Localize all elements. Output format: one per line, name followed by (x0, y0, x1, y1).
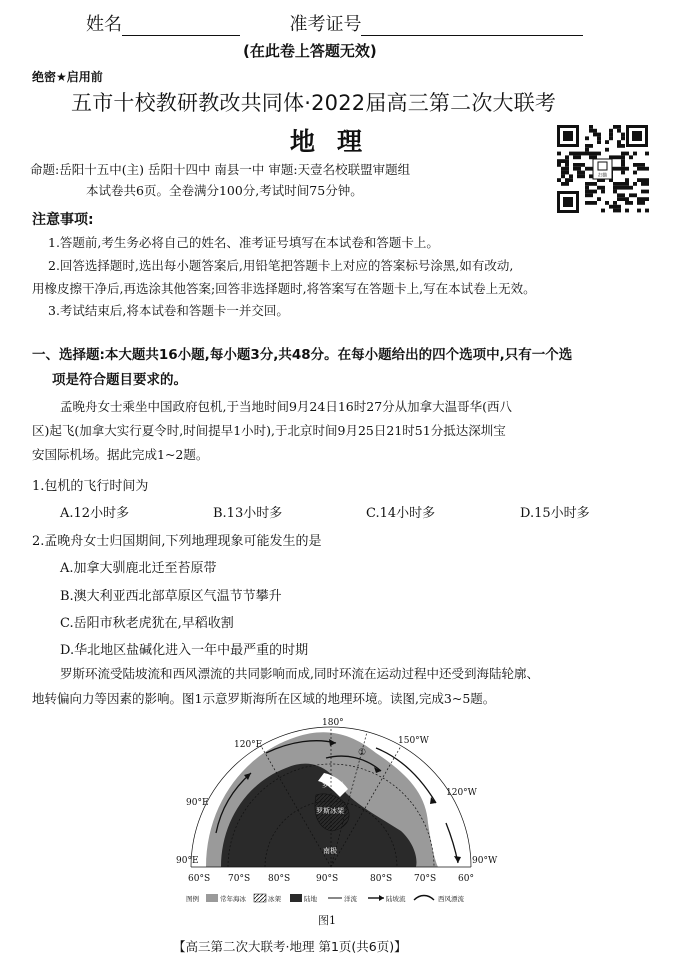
qr-code[interactable] (555, 123, 650, 215)
material-1-line-1: 孟晚舟女士乘坐中国政府包机,于当地时间9月24日16时27分从加拿大温哥华(西八 (60, 399, 513, 414)
material-2-line-1: 罗斯环流受陆坡流和西风漂流的共同影响而成,同时环流在运动过程中还受到海陆轮廓、 (60, 666, 539, 681)
place-antarctica: 南极 (323, 847, 337, 855)
place-ross-sea: 罗斯海 (322, 781, 343, 789)
question-1-option-d: D.15小时多 (520, 506, 590, 521)
question-2-option-b: B.澳大利亚西北部草原区气温节节攀升 (60, 589, 282, 604)
current-marker-1: ① (358, 748, 367, 758)
latitude-label: 70°S (414, 874, 437, 884)
lon-label-90e: 90°E (176, 856, 199, 866)
latitude-label: 60°S (188, 874, 211, 884)
name-label: 姓名 (86, 14, 122, 35)
notice-title: 注意事项: (32, 212, 94, 228)
lon-label-90e-upper: 90°E (186, 798, 209, 808)
legend-title: 图例 (186, 895, 199, 903)
notice-item-2-line-1: 2.回答选择题时,选出每小题答案后,用铅笔把答题卡上对应的答案标号涂黑,如有改动, (48, 258, 514, 273)
question-1-option-b: B.13小时多 (213, 506, 283, 521)
notice-item-1: 1.答题前,考生务必将自己的姓名、准考证号填写在本试卷和答题卡上。 (48, 235, 439, 250)
lon-label-120e: 120°E (234, 740, 263, 750)
authors-line: 命题:岳阳十五中(主) 岳阳十四中 南县一中 审题:天壹名校联盟审题组 (30, 162, 411, 177)
page-footer: 【高三第二次大联考·地理 第1页(共6页)】 (173, 939, 407, 954)
section-1-heading-line-2: 项是符合题目要求的。 (52, 372, 187, 388)
question-2-stem: 2.孟晚舟女士归国期间,下列地理现象可能发生的是 (32, 534, 322, 549)
material-1-line-2: 区)起飞(加拿大实行夏令时,时间提早1小时),于北京时间9月25日21时51分抵达深圳宝 (32, 423, 506, 438)
legend-ice-shelf: 冰架 (268, 895, 281, 903)
legend-land: 陆地 (304, 895, 317, 903)
question-2-option-d: D.华北地区盐碱化进入一年中最严重的时期 (60, 643, 309, 658)
lon-label-150w: 150°W (398, 736, 429, 746)
latitude-label: 90°S (316, 874, 339, 884)
exam-title: 五市十校教研教改共同体·2022届高三第二次大联考 (71, 91, 557, 115)
subject-title: 地理 (290, 127, 385, 156)
lon-label-120w: 120°W (446, 788, 477, 798)
figure-caption: 图1 (318, 914, 336, 927)
latitude-label: 80°S (268, 874, 291, 884)
candidate-info-row (86, 10, 583, 36)
name-blank (122, 17, 240, 36)
question-1-option-c: C.14小时多 (366, 506, 436, 521)
place-ross-ice-shelf: 罗斯冰架 (316, 807, 344, 815)
ticket-blank (361, 17, 583, 36)
material-2-line-2: 地转偏向力等因素的影响。图1示意罗斯海所在区域的地理环境。读图,完成3~5题。 (32, 691, 496, 706)
legend-slope-current: 陆坡流 (386, 895, 406, 903)
notice-item-3: 3.考试结束后,将本试卷和答题卡一并交回。 (48, 303, 289, 318)
question-1-stem: 1.包机的飞行时间为 (32, 479, 149, 494)
legend-west-wind-drift: 西风漂流 (438, 895, 464, 903)
question-2-option-c: C.岳阳市秋老虎犹在,早稻收割 (60, 616, 234, 631)
ross-sea-map (176, 713, 498, 913)
latitude-label: 60° (458, 874, 474, 884)
secret-mark: 绝密★启用前 (32, 70, 103, 84)
legend-sea-ice: 常年海冰 (220, 895, 246, 903)
legend-current: 洋流 (344, 895, 357, 903)
lon-label-180: 180° (322, 718, 344, 728)
section-1-heading-line-1: 一、选择题:本大题共16小题,每小题3分,共48分。在每小题给出的四个选项中,只有一个选 (32, 347, 573, 363)
latitude-label: 80°S (370, 874, 393, 884)
map-legend (186, 894, 465, 903)
ticket-label: 准考证号 (289, 14, 362, 35)
latitude-labels (188, 874, 474, 884)
material-1-line-3: 安国际机场。据此完成1~2题。 (32, 447, 209, 462)
lon-label-90w: 90°W (472, 856, 498, 866)
question-2-option-a: A.加拿大驯鹿北迁至苔原带 (60, 561, 217, 576)
paper-info: 本试卷共6页。全卷满分100分,考试时间75分钟。 (86, 183, 363, 198)
latitude-label: 70°S (228, 874, 251, 884)
qr-caption: 扫描 (598, 173, 607, 179)
question-1-option-a: A.12小时多 (60, 506, 130, 521)
notice-item-2-line-2: 用橡皮擦干净后,再选涂其他答案;回答非选择题时,将答案写在答题卡上,写在本试卷上无效。 (32, 281, 536, 296)
invalid-answer-warning: (在此卷上答题无效) (243, 42, 377, 60)
